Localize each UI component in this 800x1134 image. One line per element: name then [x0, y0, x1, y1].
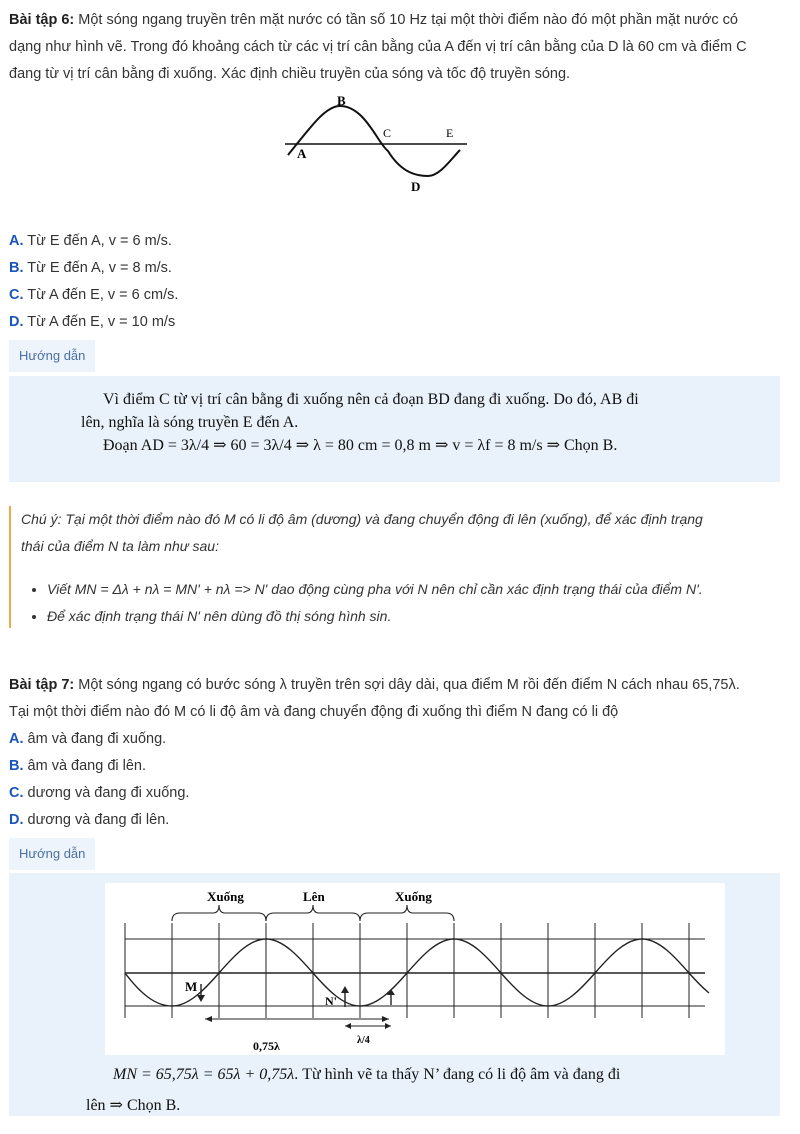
ex6-solution — [9, 376, 780, 482]
ex6-label-C: C — [383, 126, 392, 140]
ex6-label: Bài tập 6: — [9, 12, 75, 28]
ex6-wave-figure — [270, 88, 480, 198]
ex6-label-E: E — [446, 126, 454, 140]
ex7-hint-tab[interactable]: Hướng dẫn — [9, 838, 95, 870]
ex7-line2: Tại một thời điểm nào đó M có li độ âm và đang chuyển động đi xuống thì điểm N đang có li độ — [9, 704, 619, 720]
ex7-line1: Một sóng ngang có bước sóng λ truyền trên sợi dây dài, qua điểm M rồi đến điểm N cách nhau 65,75λ. — [74, 677, 740, 693]
ex6-label-B: B — [337, 93, 346, 108]
ex6-question — [9, 7, 789, 88]
ex7-brace-1 — [172, 905, 266, 921]
ex6-solution-line1: Vì điểm C từ vị trí cân bằng đi xuống nên cả đoạn BD đang đi xuống. Do đó, AB đi — [103, 391, 639, 408]
ex7-label-down1: Xuống — [207, 889, 244, 904]
ex7-solution-text — [113, 1063, 753, 1086]
ex7-option-b[interactable]: B. âm và đang đi lên. — [9, 758, 147, 774]
note-line1: Chú ý: Tại một thời điểm nào đó M có li độ âm (dương) và đang chuyển động đi lên (xuống), để xác định trạng — [21, 511, 703, 527]
ex7-option-a[interactable]: A. âm và đang đi xuống. — [9, 731, 167, 747]
ex6-solution-line3: Đoạn AD = 3λ/4 ⇒ 60 = 3λ/4 ⇒ λ = 80 cm = 0,8 m ⇒ v = λf = 8 m/s ⇒ Chọn B. — [103, 437, 618, 454]
note-bullet-2: • Để xác định trạng thái N' nên dùng đồ thị sóng hình sin. — [47, 603, 780, 630]
ex6-label-D: D — [411, 179, 421, 194]
ex7-label-dist: 0,75λ — [253, 1039, 280, 1053]
ex6-line1: Một sóng ngang truyền trên mặt nước có tần số 10 Hz tại một thời điểm nào đó một phần mặt nước có — [74, 12, 738, 28]
ex6-line2: dạng như hình vẽ. Trong đó khoảng cách từ các vị trí cân bằng của A đến vị trí cân bằng của D là 60 cm và điểm C — [9, 39, 747, 55]
ex7-label-quarter: λ/4 — [357, 1035, 370, 1046]
ex7-label: Bài tập 7: — [9, 677, 75, 693]
ex7-grid — [125, 923, 689, 1018]
note-line2: thái của điểm N ta làm như sau: — [21, 538, 219, 554]
ex6-line3: đang từ vị trí cân bằng đi xuống. Xác định chiều truyền của sóng và tốc độ truyền sóng. — [9, 66, 571, 82]
ex7-label-up: Lên — [303, 889, 325, 904]
ex6-solution-line2: lên, nghĩa là sóng truyền E đến A. — [81, 414, 299, 431]
ex6-option-c[interactable]: C. Từ A đến E, v = 6 cm/s. — [9, 287, 179, 303]
ex7-brace-3 — [360, 905, 454, 921]
ex7-solution — [9, 873, 780, 1116]
ex7-label-N: N' — [325, 994, 337, 1008]
ex7-formula: MN = 65,75λ = 65λ + 0,75λ — [113, 1066, 295, 1083]
note-bullet-1: • Viết MN = Δλ + nλ = MN' + nλ => N' dao động cùng pha với N nên chỉ cần xác định trạng thái của điểm N'. — [47, 576, 780, 603]
ex6-option-d[interactable]: D. Từ A đến E, v = 10 m/s — [9, 314, 176, 330]
ex7-brace-2 — [266, 905, 360, 921]
note-bullets — [21, 576, 780, 630]
ex7-question — [9, 672, 789, 726]
ex7-wave-figure — [105, 883, 725, 1055]
ex6-option-b[interactable]: B. Từ E đến A, v = 8 m/s. — [9, 260, 172, 276]
ex7-option-c[interactable]: C. dương và đang đi xuống. — [9, 785, 190, 801]
ex6-wave — [288, 106, 460, 176]
ex6-hint-tab[interactable]: Hướng dẫn — [9, 340, 95, 372]
ex7-label-M: M — [185, 979, 198, 994]
ex6-label-A: A — [297, 146, 307, 161]
note-box — [9, 506, 780, 628]
ex6-option-a[interactable]: A. Từ E đến A, v = 6 m/s. — [9, 233, 172, 249]
ex7-solution-line1: . Từ hình vẽ ta thấy N’ đang có li độ âm và đang đi — [294, 1066, 621, 1083]
ex7-solution-line2: lên ⇒ Chọn B. — [86, 1097, 181, 1114]
ex7-option-d[interactable]: D. dương và đang đi lên. — [9, 812, 170, 828]
ex7-label-down2: Xuống — [395, 889, 432, 904]
